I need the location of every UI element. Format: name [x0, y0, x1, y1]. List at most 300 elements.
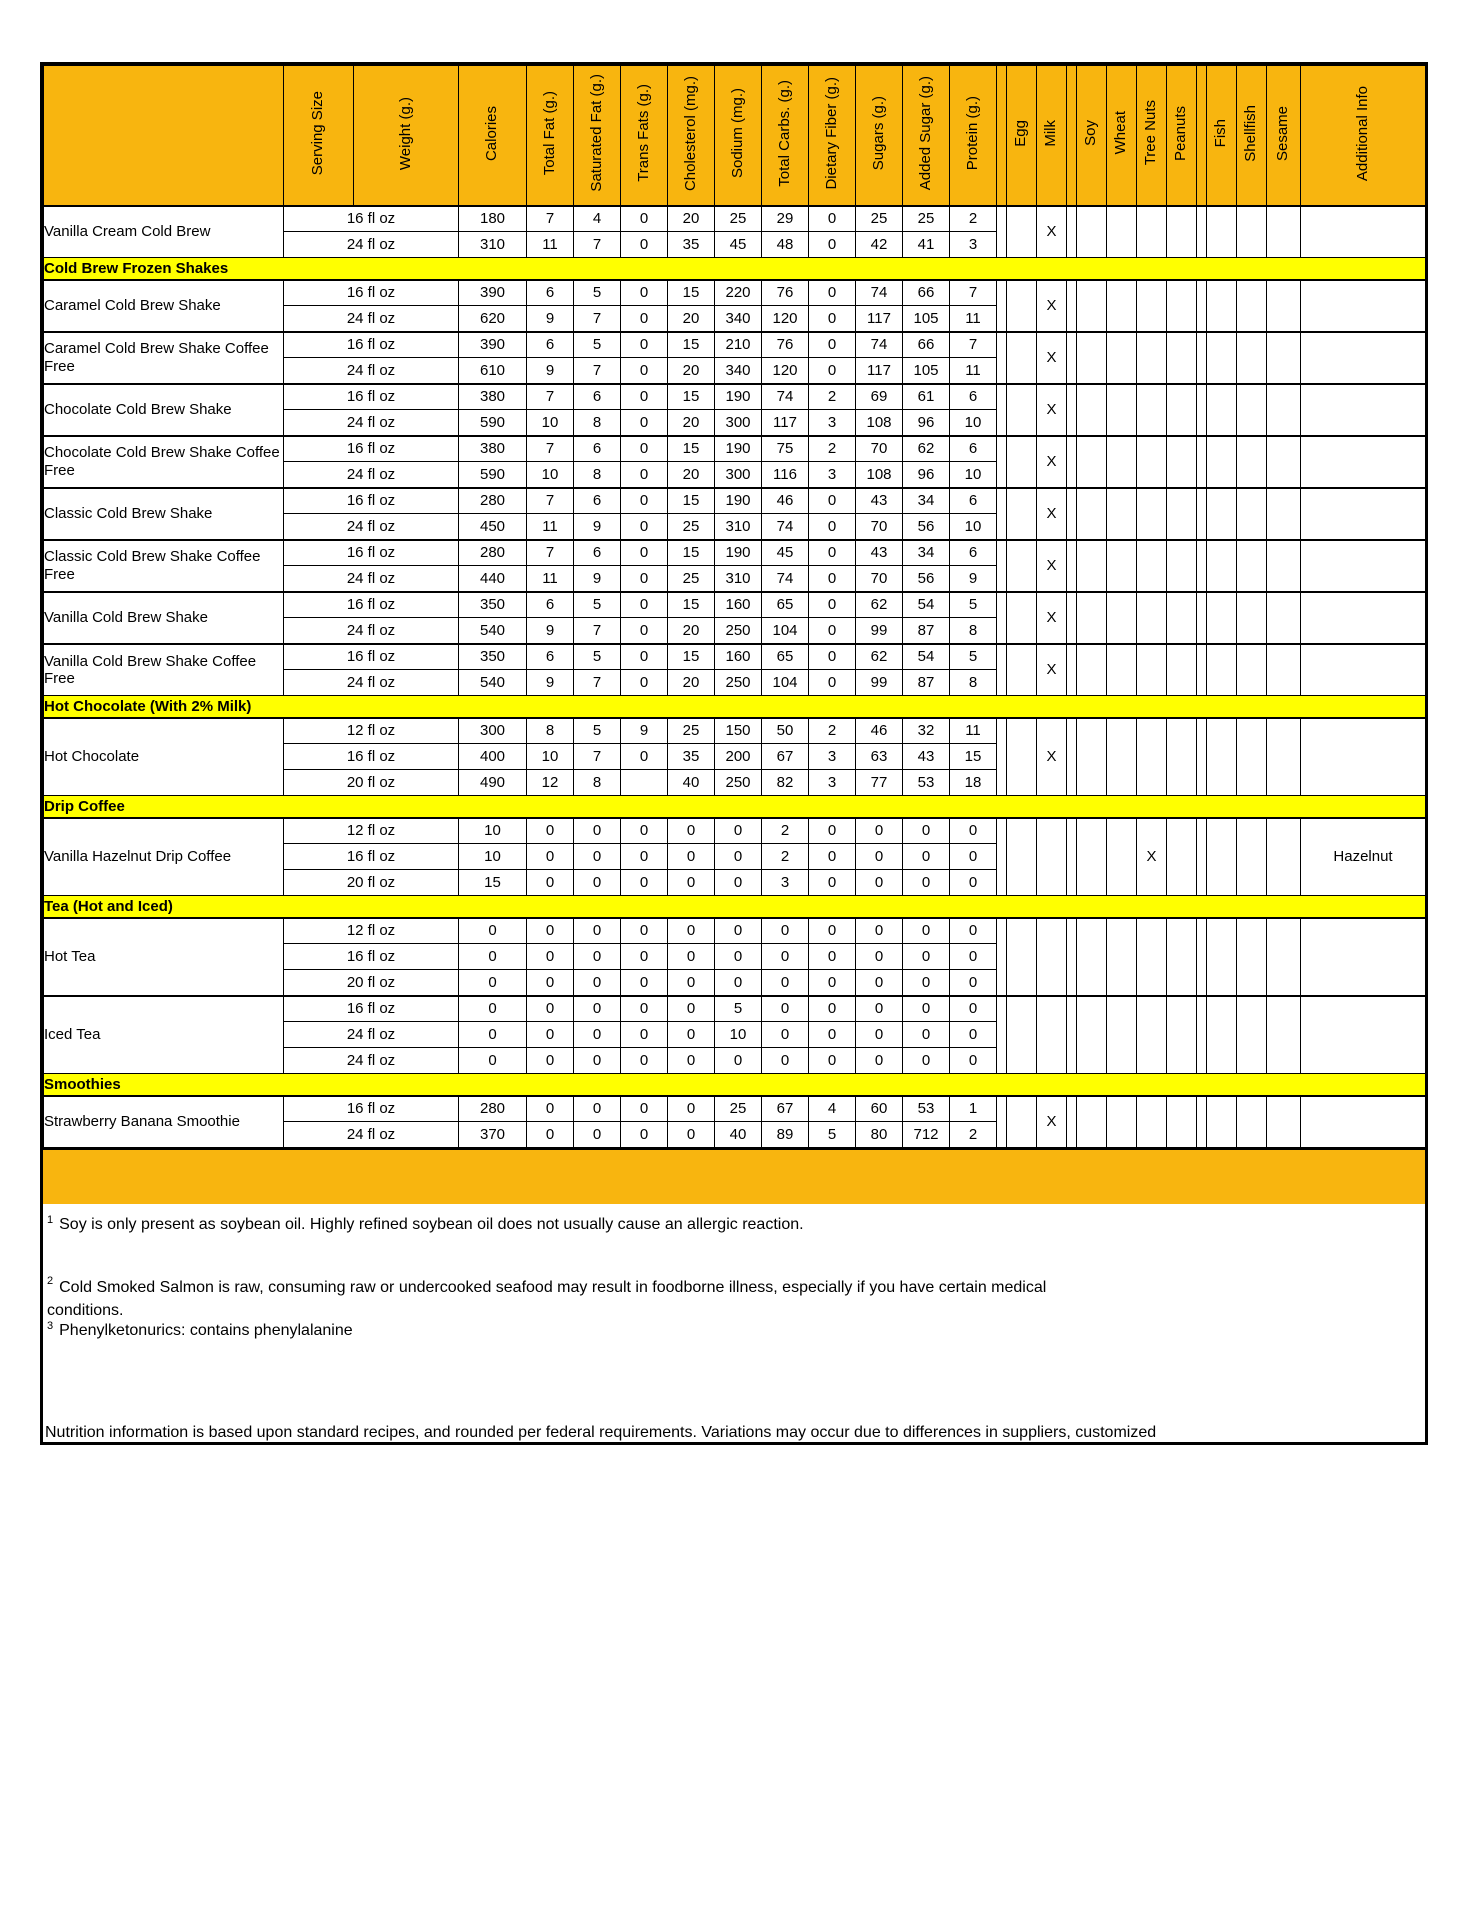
allergen-cell-shellfish	[1237, 918, 1267, 996]
value-cell: 70	[856, 566, 903, 592]
allergen-cell-fish	[1207, 718, 1237, 796]
value-cell: 0	[574, 996, 621, 1022]
spacer-cell	[1067, 1096, 1077, 1148]
value-cell: 35	[668, 744, 715, 770]
value-cell: 0	[574, 1048, 621, 1074]
allergen-cell-soy	[1077, 436, 1107, 488]
value-cell: 5	[715, 996, 762, 1022]
value-cell: 0	[527, 818, 574, 844]
allergen-cell-egg	[1007, 918, 1037, 996]
value-cell: 10	[459, 818, 527, 844]
value-cell: 6	[950, 488, 997, 514]
value-cell: 0	[527, 918, 574, 944]
value-cell: 440	[459, 566, 527, 592]
allergen-cell-shellfish	[1237, 332, 1267, 384]
item-name: Iced Tea	[44, 996, 284, 1074]
allergen-cell-peanuts	[1167, 280, 1197, 332]
table-row	[44, 280, 1426, 306]
value-cell: 0	[621, 1022, 668, 1048]
value-cell: 29	[762, 206, 809, 232]
value-cell: 65	[762, 592, 809, 618]
table-row	[44, 488, 1426, 514]
allergen-cell-wheat	[1107, 436, 1137, 488]
spacer-cell	[1067, 206, 1077, 258]
value-cell: 11	[527, 232, 574, 258]
allergen-cell-egg	[1007, 644, 1037, 696]
nutrition-table	[43, 65, 1426, 1148]
table-row	[44, 996, 1426, 1022]
value-cell: 3	[809, 770, 856, 796]
spacer-cell	[1067, 488, 1077, 540]
column-header	[762, 66, 809, 206]
allergen-cell-tree-nuts	[1137, 488, 1167, 540]
table-row	[44, 332, 1426, 358]
allergen-cell-peanuts	[1167, 918, 1197, 996]
spacer-cell	[997, 918, 1007, 996]
value-cell: 3	[809, 462, 856, 488]
footnote-3-text: Phenylketonurics: contains phenylalanine	[59, 1322, 353, 1339]
spacer-cell	[1197, 280, 1207, 332]
value-cell: 42	[856, 232, 903, 258]
allergen-cell-wheat	[1107, 1096, 1137, 1148]
value-cell: 20	[668, 670, 715, 696]
footnotes	[43, 1204, 1425, 1442]
value-cell: 9	[950, 566, 997, 592]
allergen-cell-sesame	[1267, 332, 1301, 384]
value-cell: 20	[668, 358, 715, 384]
allergen-cell-peanuts	[1167, 332, 1197, 384]
allergen-cell-fish	[1207, 644, 1237, 696]
allergen-cell-fish	[1207, 280, 1237, 332]
allergen-cell-milk: X	[1037, 332, 1067, 384]
column-header	[1077, 66, 1107, 206]
spacer-cell	[997, 718, 1007, 796]
value-cell: 11	[950, 718, 997, 744]
value-cell: 0	[668, 918, 715, 944]
spacer-cell	[1067, 384, 1077, 436]
value-cell: 190	[715, 540, 762, 566]
value-cell: 2	[762, 844, 809, 870]
serving-size-cell: 24 fl oz	[284, 514, 459, 540]
value-cell: 10	[950, 410, 997, 436]
allergen-cell-peanuts	[1167, 384, 1197, 436]
value-cell: 104	[762, 618, 809, 644]
value-cell: 0	[621, 970, 668, 996]
value-cell: 250	[715, 618, 762, 644]
value-cell: 0	[621, 918, 668, 944]
value-cell: 0	[809, 944, 856, 970]
value-cell: 0	[621, 1048, 668, 1074]
allergen-cell-soy	[1077, 332, 1107, 384]
spacer-cell	[1067, 718, 1077, 796]
value-cell: 8	[574, 410, 621, 436]
value-cell: 350	[459, 592, 527, 618]
allergen-cell-tree-nuts	[1137, 644, 1167, 696]
value-cell: 0	[950, 818, 997, 844]
allergen-cell-tree-nuts	[1137, 918, 1167, 996]
value-cell: 82	[762, 770, 809, 796]
value-cell: 5	[574, 280, 621, 306]
allergen-cell-shellfish	[1237, 540, 1267, 592]
value-cell: 450	[459, 514, 527, 540]
spacer-cell	[997, 436, 1007, 488]
allergen-cell-soy	[1077, 918, 1107, 996]
value-cell: 70	[856, 436, 903, 462]
value-cell: 0	[621, 996, 668, 1022]
value-cell: 340	[715, 306, 762, 332]
serving-size-cell: 24 fl oz	[284, 1022, 459, 1048]
value-cell: 0	[574, 1122, 621, 1148]
value-cell: 280	[459, 488, 527, 514]
value-cell: 0	[621, 206, 668, 232]
allergen-cell-milk	[1037, 818, 1067, 896]
allergen-cell-wheat	[1107, 644, 1137, 696]
value-cell: 62	[903, 436, 950, 462]
allergen-cell-shellfish	[1237, 384, 1267, 436]
value-cell: 10	[527, 410, 574, 436]
value-cell: 0	[527, 1048, 574, 1074]
value-cell: 0	[762, 1048, 809, 1074]
item-name: Classic Cold Brew Shake	[44, 488, 284, 540]
value-cell: 0	[527, 1096, 574, 1122]
value-cell: 76	[762, 332, 809, 358]
value-cell: 117	[856, 358, 903, 384]
column-header	[574, 66, 621, 206]
value-cell: 0	[950, 844, 997, 870]
value-cell: 0	[459, 944, 527, 970]
value-cell: 15	[668, 592, 715, 618]
value-cell: 0	[621, 818, 668, 844]
value-cell: 0	[715, 1048, 762, 1074]
column-header	[1207, 66, 1237, 206]
value-cell: 0	[621, 358, 668, 384]
column-header-label: Soy	[1082, 120, 1100, 147]
value-cell: 1	[950, 1096, 997, 1122]
spacer-cell	[1197, 592, 1207, 644]
value-cell: 15	[950, 744, 997, 770]
column-header-label: Egg	[1012, 119, 1030, 147]
allergen-cell-tree-nuts	[1137, 436, 1167, 488]
value-cell: 0	[574, 918, 621, 944]
value-cell: 74	[762, 566, 809, 592]
value-cell: 0	[574, 1022, 621, 1048]
value-cell: 10	[527, 462, 574, 488]
value-cell: 10	[950, 514, 997, 540]
value-cell: 9	[527, 670, 574, 696]
section-header: Drip Coffee	[44, 796, 1426, 818]
value-cell: 0	[621, 592, 668, 618]
spacer-cell	[1197, 206, 1207, 258]
value-cell: 250	[715, 670, 762, 696]
value-cell: 0	[621, 410, 668, 436]
value-cell: 8	[574, 462, 621, 488]
value-cell: 0	[668, 944, 715, 970]
value-cell: 87	[903, 670, 950, 696]
additional-info-cell	[1301, 918, 1426, 996]
serving-size-cell: 24 fl oz	[284, 1048, 459, 1074]
value-cell: 63	[856, 744, 903, 770]
value-cell: 7	[574, 358, 621, 384]
value-cell: 0	[668, 970, 715, 996]
allergen-cell-peanuts	[1167, 818, 1197, 896]
value-cell: 2	[950, 206, 997, 232]
value-cell: 11	[527, 566, 574, 592]
allergen-cell-milk: X	[1037, 206, 1067, 258]
column-header	[1301, 66, 1426, 206]
value-cell: 76	[762, 280, 809, 306]
nutrition-sheet	[40, 62, 1428, 1445]
value-cell: 6	[950, 384, 997, 410]
value-cell: 6	[574, 540, 621, 566]
value-cell: 45	[715, 232, 762, 258]
allergen-cell-sesame	[1267, 818, 1301, 896]
allergen-cell-tree-nuts	[1137, 332, 1167, 384]
value-cell: 0	[574, 818, 621, 844]
value-cell: 4	[809, 1096, 856, 1122]
value-cell: 0	[903, 870, 950, 896]
allergen-cell-peanuts	[1167, 436, 1197, 488]
allergen-cell-milk: X	[1037, 436, 1067, 488]
value-cell: 0	[527, 870, 574, 896]
section-header-row	[44, 1074, 1426, 1096]
value-cell: 0	[950, 918, 997, 944]
value-cell: 8	[950, 618, 997, 644]
value-cell: 0	[715, 944, 762, 970]
table-row	[44, 644, 1426, 670]
value-cell: 300	[715, 410, 762, 436]
value-cell: 6	[574, 436, 621, 462]
value-cell: 7	[574, 232, 621, 258]
value-cell: 0	[621, 540, 668, 566]
value-cell: 105	[903, 306, 950, 332]
value-cell: 0	[621, 384, 668, 410]
table-body	[44, 206, 1426, 1148]
value-cell: 99	[856, 618, 903, 644]
value-cell: 0	[621, 566, 668, 592]
column-header-label: Saturated Fat (g.)	[587, 74, 605, 192]
value-cell: 0	[574, 1096, 621, 1122]
serving-size-cell: 16 fl oz	[284, 944, 459, 970]
footnote-3	[47, 1322, 1387, 1340]
value-cell: 20	[668, 462, 715, 488]
serving-size-cell: 16 fl oz	[284, 1096, 459, 1122]
value-cell: 56	[903, 566, 950, 592]
value-cell: 5	[950, 644, 997, 670]
value-cell: 35	[668, 232, 715, 258]
value-cell: 0	[668, 844, 715, 870]
additional-info-cell	[1301, 332, 1426, 384]
allergen-cell-soy	[1077, 488, 1107, 540]
additional-info-cell	[1301, 436, 1426, 488]
value-cell: 0	[668, 1048, 715, 1074]
serving-size-cell: 24 fl oz	[284, 670, 459, 696]
column-header-label: Sugars (g.)	[869, 96, 887, 171]
additional-info-cell	[1301, 384, 1426, 436]
allergen-cell-shellfish	[1237, 718, 1267, 796]
value-cell	[621, 770, 668, 796]
serving-size-cell: 24 fl oz	[284, 618, 459, 644]
value-cell: 9	[621, 718, 668, 744]
value-cell: 150	[715, 718, 762, 744]
value-cell: 0	[809, 488, 856, 514]
value-cell: 0	[809, 644, 856, 670]
value-cell: 0	[903, 996, 950, 1022]
value-cell: 0	[809, 870, 856, 896]
serving-size-cell: 24 fl oz	[284, 566, 459, 592]
value-cell: 390	[459, 332, 527, 358]
column-header	[1007, 66, 1037, 206]
value-cell: 0	[668, 996, 715, 1022]
spacer-cell	[997, 332, 1007, 384]
additional-info-cell	[1301, 488, 1426, 540]
value-cell: 0	[903, 1048, 950, 1074]
spacer-cell	[1197, 488, 1207, 540]
column-header-label: Peanuts	[1172, 105, 1190, 161]
allergen-cell-sesame	[1267, 280, 1301, 332]
value-cell: 0	[809, 844, 856, 870]
allergen-cell-fish	[1207, 540, 1237, 592]
allergen-cell-wheat	[1107, 332, 1137, 384]
value-cell: 45	[762, 540, 809, 566]
column-header	[284, 66, 354, 206]
value-cell: 67	[762, 1096, 809, 1122]
value-cell: 0	[459, 918, 527, 944]
allergen-cell-soy	[1077, 540, 1107, 592]
value-cell: 0	[621, 744, 668, 770]
value-cell: 89	[762, 1122, 809, 1148]
allergen-cell-sesame	[1267, 1096, 1301, 1148]
value-cell: 0	[715, 870, 762, 896]
allergen-cell-soy	[1077, 592, 1107, 644]
value-cell: 610	[459, 358, 527, 384]
value-cell: 0	[903, 970, 950, 996]
allergen-cell-egg	[1007, 592, 1037, 644]
item-name: Vanilla Hazelnut Drip Coffee	[44, 818, 284, 896]
value-cell: 0	[809, 566, 856, 592]
section-header-row	[44, 696, 1426, 718]
allergen-cell-soy	[1077, 1096, 1107, 1148]
column-header-label: Calories	[483, 105, 501, 161]
serving-size-cell: 16 fl oz	[284, 332, 459, 358]
value-cell: 74	[856, 280, 903, 306]
value-cell: 0	[621, 1096, 668, 1122]
value-cell: 0	[574, 844, 621, 870]
value-cell: 0	[621, 944, 668, 970]
allergen-cell-milk: X	[1037, 384, 1067, 436]
spacer-cell	[997, 206, 1007, 258]
value-cell: 62	[856, 644, 903, 670]
value-cell: 0	[715, 918, 762, 944]
column-header	[1267, 66, 1301, 206]
column-header	[1107, 66, 1137, 206]
column-header	[903, 66, 950, 206]
value-cell: 3	[762, 870, 809, 896]
value-cell: 0	[762, 970, 809, 996]
value-cell: 15	[668, 280, 715, 306]
value-cell: 15	[668, 644, 715, 670]
value-cell: 65	[762, 644, 809, 670]
value-cell: 7	[527, 540, 574, 566]
value-cell: 96	[903, 410, 950, 436]
allergen-cell-wheat	[1107, 818, 1137, 896]
value-cell: 54	[903, 644, 950, 670]
value-cell: 0	[621, 844, 668, 870]
value-cell: 20	[668, 306, 715, 332]
spacer-cell	[997, 384, 1007, 436]
serving-size-cell: 16 fl oz	[284, 744, 459, 770]
allergen-cell-egg	[1007, 384, 1037, 436]
value-cell: 380	[459, 384, 527, 410]
additional-info-cell	[1301, 280, 1426, 332]
allergen-cell-tree-nuts	[1137, 718, 1167, 796]
table-row	[44, 592, 1426, 618]
additional-info-cell	[1301, 996, 1426, 1074]
value-cell: 25	[856, 206, 903, 232]
table-row	[44, 1096, 1426, 1122]
allergen-cell-sesame	[1267, 540, 1301, 592]
value-cell: 41	[903, 232, 950, 258]
value-cell: 53	[903, 770, 950, 796]
value-cell: 0	[527, 970, 574, 996]
value-cell: 0	[621, 232, 668, 258]
value-cell: 0	[762, 944, 809, 970]
value-cell: 280	[459, 1096, 527, 1122]
value-cell: 60	[856, 1096, 903, 1122]
spacer-cell	[1197, 918, 1207, 996]
item-name: Strawberry Banana Smoothie	[44, 1096, 284, 1148]
value-cell: 712	[903, 1122, 950, 1148]
value-cell: 0	[856, 944, 903, 970]
spacer-cell	[1067, 592, 1077, 644]
spacer-cell	[1067, 540, 1077, 592]
value-cell: 67	[762, 744, 809, 770]
value-cell: 540	[459, 618, 527, 644]
value-cell: 2	[950, 1122, 997, 1148]
allergen-cell-egg	[1007, 280, 1037, 332]
header-corner	[44, 66, 284, 206]
value-cell: 5	[809, 1122, 856, 1148]
value-cell: 0	[809, 918, 856, 944]
value-cell: 0	[621, 462, 668, 488]
value-cell: 2	[809, 436, 856, 462]
spacer-cell	[1197, 384, 1207, 436]
allergen-cell-sesame	[1267, 918, 1301, 996]
additional-info-cell: Hazelnut	[1301, 818, 1426, 896]
serving-size-cell: 12 fl oz	[284, 718, 459, 744]
spacer-cell	[997, 644, 1007, 696]
value-cell: 0	[809, 232, 856, 258]
allergen-cell-soy	[1077, 280, 1107, 332]
allergen-cell-egg	[1007, 206, 1037, 258]
allergen-cell-sesame	[1267, 644, 1301, 696]
column-header-label: Serving Size	[309, 91, 327, 176]
value-cell: 0	[903, 818, 950, 844]
allergen-cell-peanuts	[1167, 592, 1197, 644]
allergen-cell-wheat	[1107, 540, 1137, 592]
value-cell: 40	[715, 1122, 762, 1148]
serving-size-cell: 16 fl oz	[284, 488, 459, 514]
value-cell: 280	[459, 540, 527, 566]
value-cell: 8	[574, 770, 621, 796]
value-cell: 15	[668, 436, 715, 462]
table-row	[44, 206, 1426, 232]
value-cell: 0	[574, 970, 621, 996]
allergen-cell-peanuts	[1167, 996, 1197, 1074]
serving-size-cell: 16 fl oz	[284, 280, 459, 306]
allergen-cell-sesame	[1267, 206, 1301, 258]
serving-size-cell: 12 fl oz	[284, 918, 459, 944]
allergen-cell-peanuts	[1167, 540, 1197, 592]
